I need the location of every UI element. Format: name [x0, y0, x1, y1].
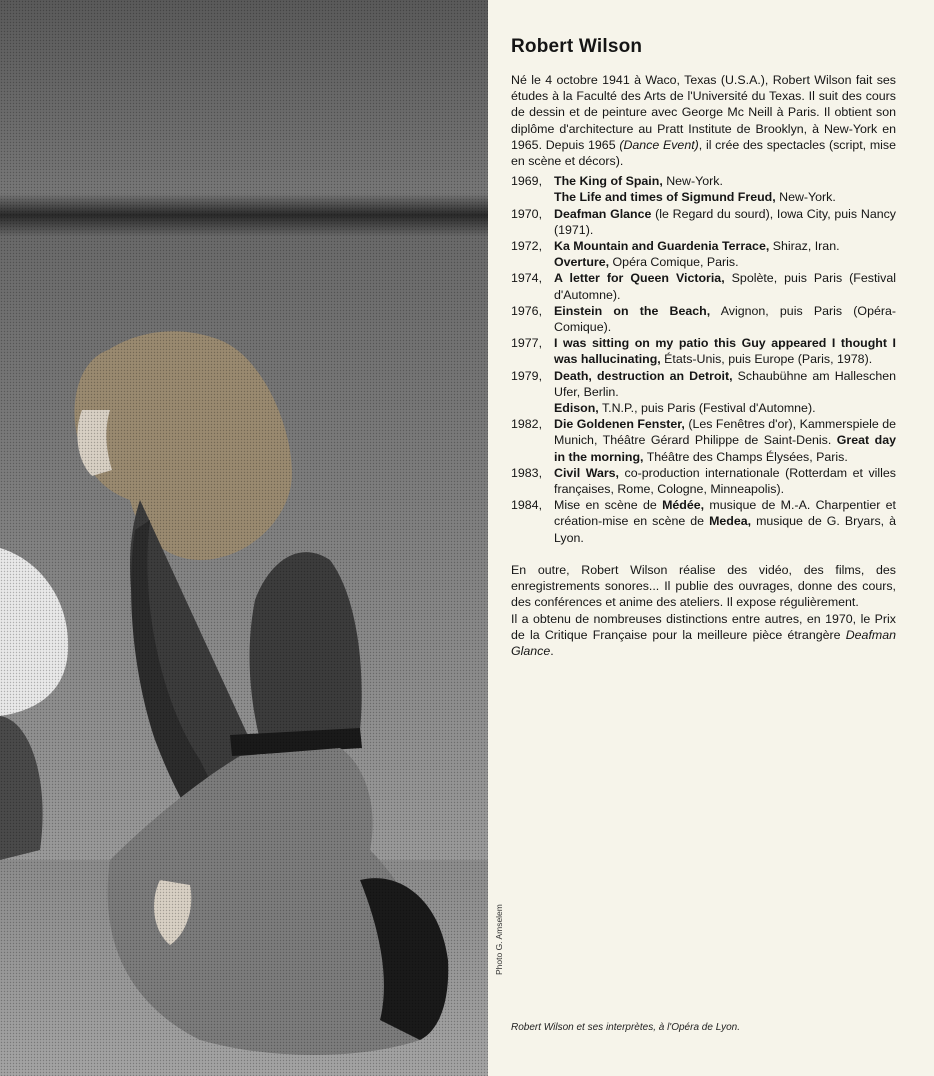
work-description — [554, 270, 896, 302]
photo-credit: Photo G. Amselem — [494, 904, 504, 975]
work-title: Medea, — [709, 514, 752, 529]
work-description — [554, 303, 896, 335]
work-details: États-Unis, puis Europe (Paris, 1978). — [660, 352, 873, 367]
work-year: 1977, — [511, 336, 543, 351]
biography-intro — [511, 72, 896, 169]
work-description — [554, 238, 896, 270]
work-year: 1984, — [511, 498, 543, 513]
work-details: (le Regard du sourd), Iowa City, puis Nancy (1971). — [554, 206, 896, 237]
work-description — [554, 206, 896, 238]
work-details: co-production internationale (Rotterdam et villes françaises, Rome, Cologne, Minneapolis). — [554, 465, 896, 497]
work-title: Médée, — [662, 498, 705, 513]
work-entry — [511, 497, 896, 546]
bio-since-prefix: Depuis 1965 — [545, 137, 620, 152]
work-description — [554, 173, 896, 205]
awards-work-title: Deafman Glance — [511, 627, 896, 658]
photo-caption: Robert Wilson et ses interprètes, à l'Opéra de Lyon. — [511, 1022, 740, 1033]
work-details: T.N.P., puis Paris (Festival d'Automne). — [598, 401, 816, 416]
work-entry — [511, 270, 896, 302]
work-details: Shiraz, Iran. — [769, 239, 840, 254]
biography-column — [511, 36, 896, 659]
page-title: Robert Wilson — [511, 36, 643, 57]
work-entry — [511, 368, 896, 417]
awards-end: . — [550, 643, 554, 658]
outro-paragraph-awards — [511, 611, 896, 660]
work-description — [554, 465, 896, 497]
work-details: Théâtre des Champs Élysées, Paris. — [643, 449, 848, 464]
work-year: 1969, — [511, 174, 543, 189]
work-title: Civil Wars, — [554, 465, 619, 480]
work-details: New-York. — [662, 174, 723, 189]
work-details: musique de M.-A. Charpentier et création-mise en scène de — [554, 498, 896, 529]
work-details: Avignon, puis Paris (Opéra-Comique). — [554, 303, 896, 335]
work-description — [554, 335, 896, 367]
biography-outro — [511, 562, 896, 659]
work-title: Einstein on the Beach, — [554, 303, 711, 318]
work-year: 1983, — [511, 465, 543, 480]
work-year: 1972, — [511, 239, 543, 254]
work-entry — [511, 335, 896, 367]
work-title: The Life and times of Sigmund Freud, — [554, 190, 776, 205]
work-title: Death, destruction an Detroit, — [554, 368, 733, 383]
work-description — [554, 416, 896, 465]
work-title: Edison, — [554, 401, 599, 416]
work-details: Mise en scène de — [554, 498, 663, 513]
work-details: Spolète, puis Paris (Festival d'Automne). — [554, 271, 896, 302]
works-list — [511, 173, 896, 546]
outro-paragraph: En outre, Robert Wilson réalise des vidéo, des films, des enregistrements sonores... Il publie des ouvrages, donne des cours, des conférences et anime des ateliers. Il expose régulièrement. — [511, 562, 896, 610]
work-details: (Les Fenêtres d'or), Kammerspiele de Munich, Théâtre Gérard Philippe de Saint-Denis. — [554, 417, 897, 448]
work-title: Ka Mountain and Guardenia Terrace, — [554, 239, 770, 254]
bio-text: Né le 4 octobre 1941 à Waco, Texas (U.S.A.), Robert Wilson fait ses études à la Faculté des Arts de l'Université du Texas. Il suit des cours de dessin et de peinture avec George Mc Neill à Paris. Il obtient son diplôme d'architecture au Pratt Institute de Brooklyn, à New-York en 1965. — [511, 73, 896, 152]
work-title: Deafman Glance — [554, 206, 652, 221]
work-title: A letter for Queen Victoria, — [554, 271, 725, 286]
work-details: Opéra Comique, Paris. — [609, 255, 739, 270]
work-year: 1974, — [511, 271, 543, 286]
work-details: New-York. — [775, 190, 836, 205]
work-details: musique de G. Bryars, à Lyon. — [554, 514, 896, 545]
awards-text: Il a obtenu de nombreuses distinctions entre autres, en 1970, le Prix de la Critique Française pour la meilleure pièce étrangère — [511, 611, 896, 642]
work-year: 1982, — [511, 417, 543, 432]
work-description — [554, 368, 896, 417]
work-title: I was sitting on my patio this Guy appeared I thought I was hallucinating, — [554, 336, 896, 367]
work-title: Die Goldenen Fenster, — [554, 417, 685, 432]
work-entry — [511, 206, 896, 238]
bio-since-italic: (Dance Event) — [619, 137, 699, 152]
work-year: 1970, — [511, 206, 543, 221]
work-year: 1979, — [511, 368, 543, 383]
work-title: The King of Spain, — [554, 174, 663, 189]
work-entry — [511, 416, 896, 465]
work-details: Schaubühne am Halleschen Ufer, Berlin. — [554, 368, 896, 399]
bio-since-suffix: , il crée des spectacles (script, mise en scène et décors). — [511, 137, 896, 169]
work-entry — [511, 238, 896, 270]
work-title: Overture, — [554, 255, 610, 270]
work-year: 1976, — [511, 303, 543, 318]
work-entry — [511, 303, 896, 335]
work-description — [554, 497, 896, 546]
work-entry — [511, 173, 896, 205]
work-entry — [511, 465, 896, 497]
work-title: Great day in the morning, — [554, 433, 896, 464]
